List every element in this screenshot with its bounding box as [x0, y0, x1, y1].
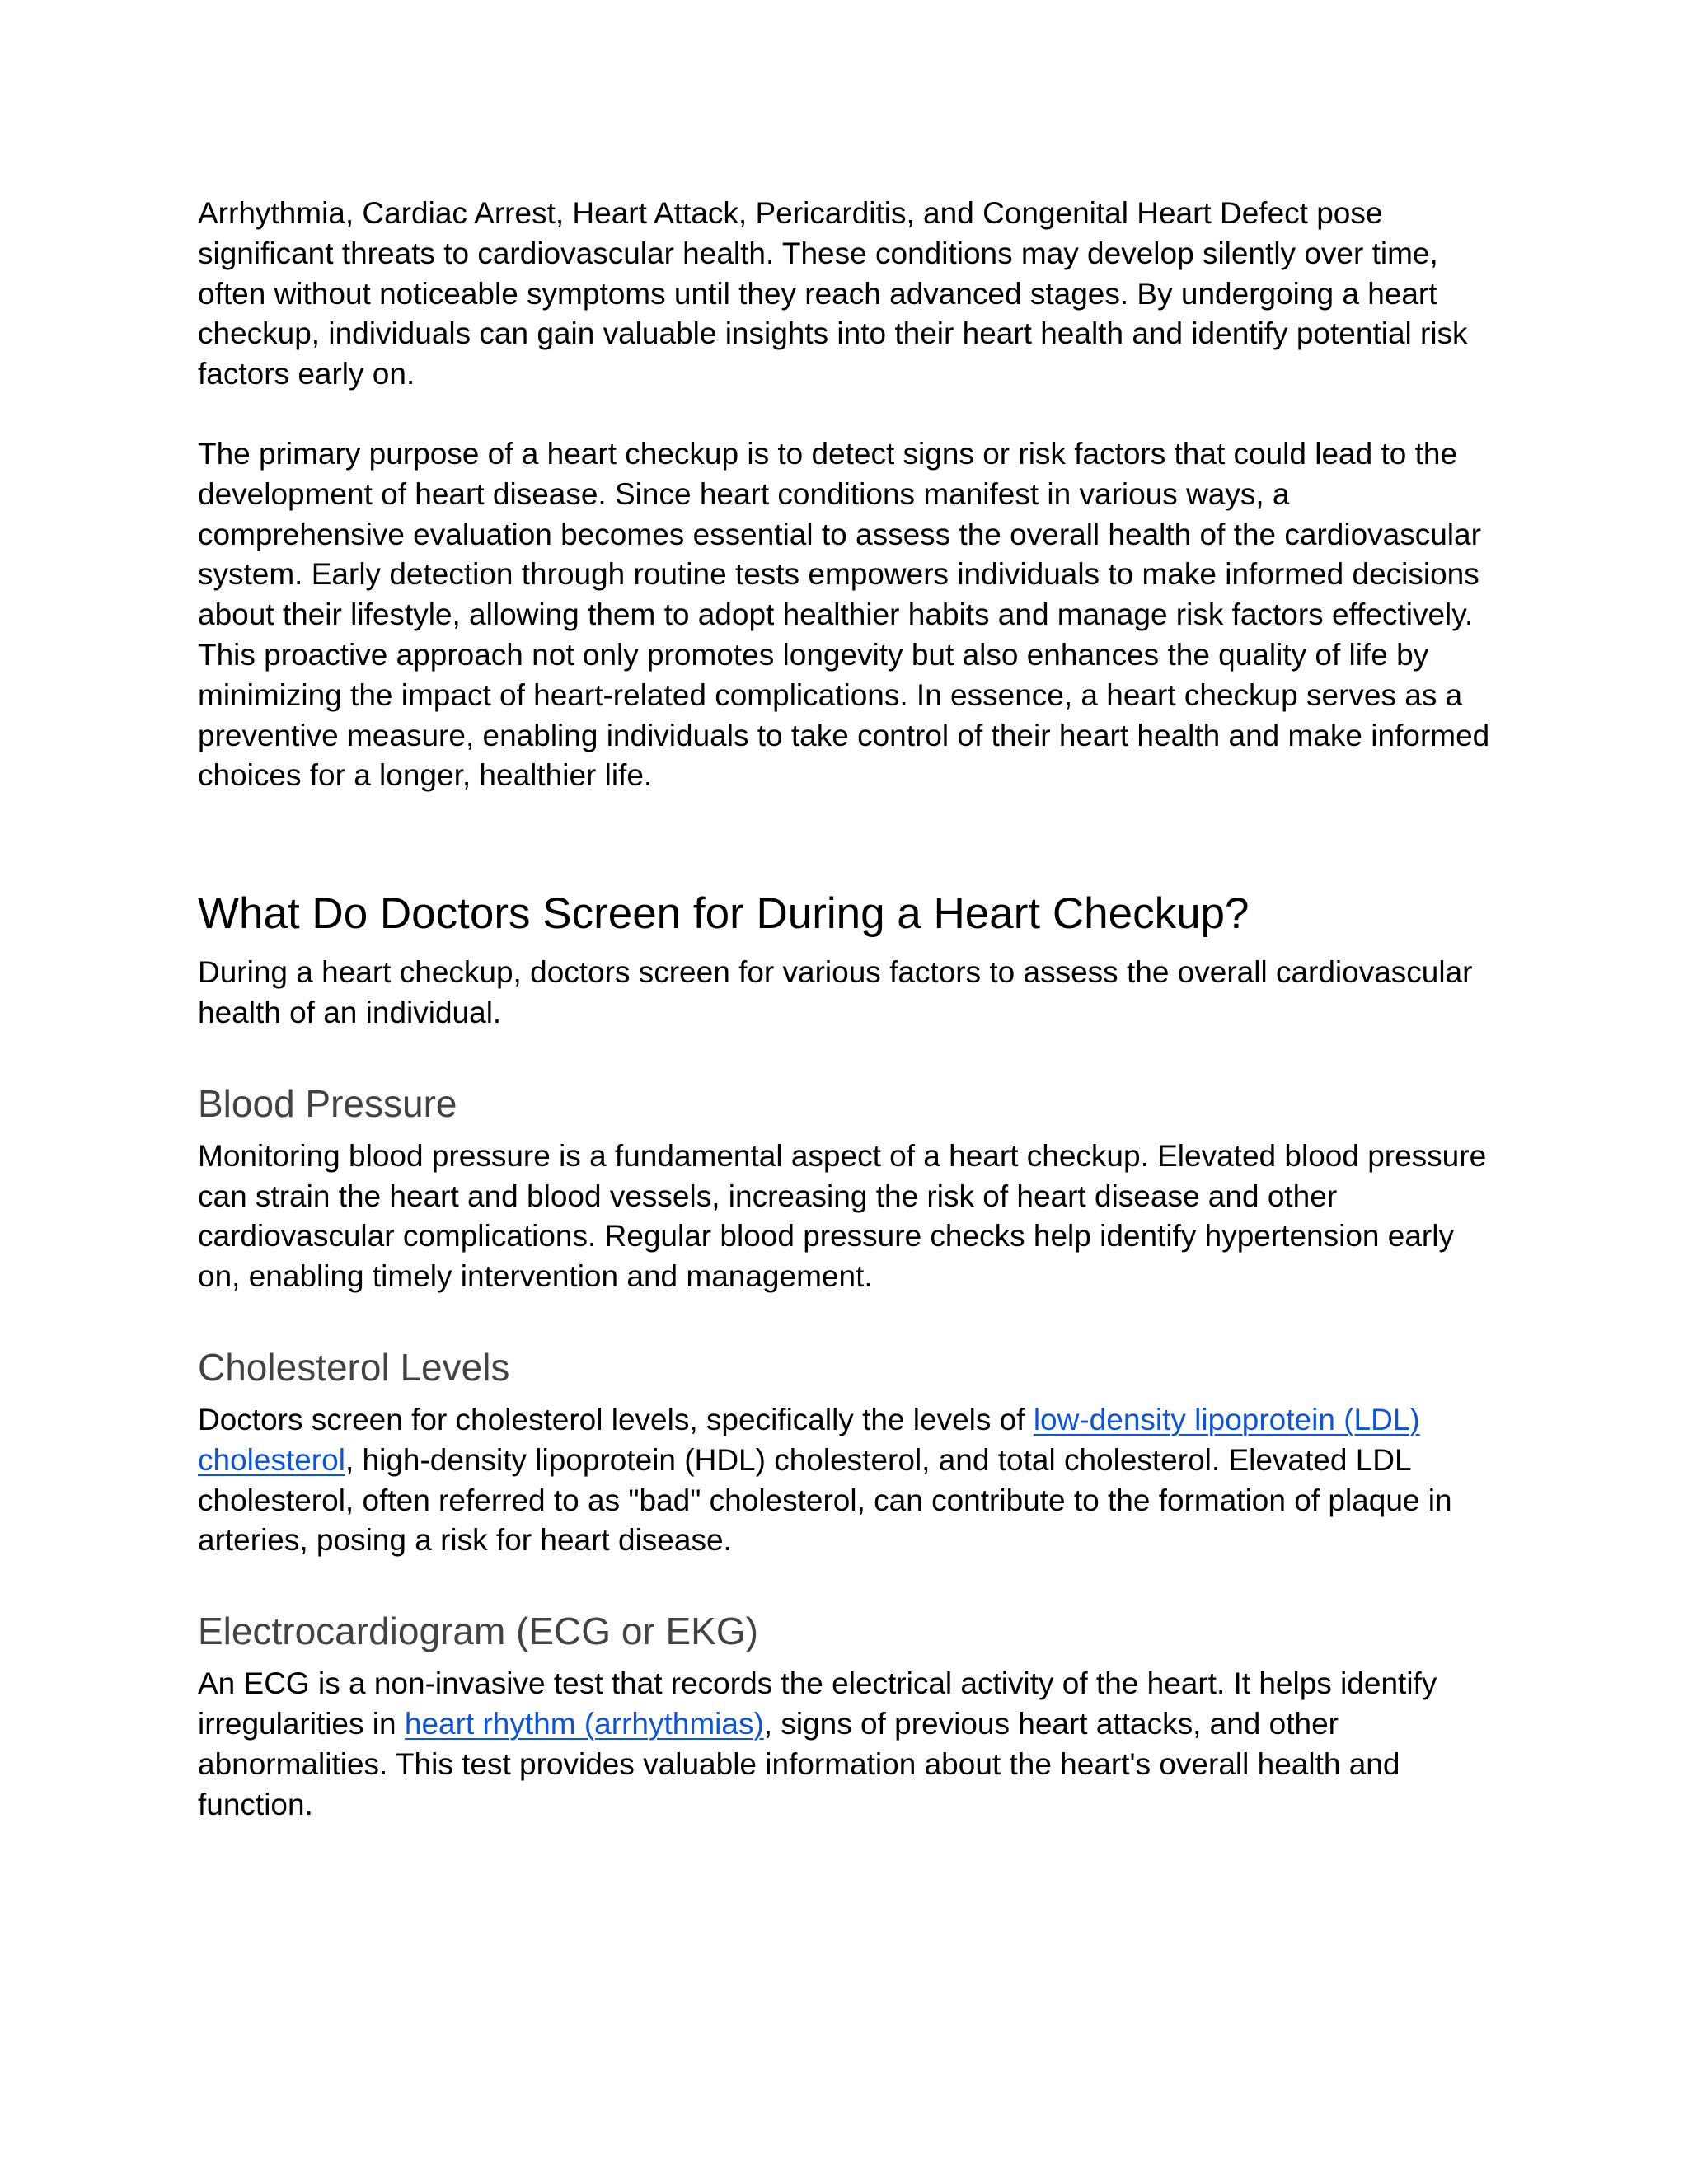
cholesterol-text-before: Doctors screen for cholesterol levels, specifically the levels of [198, 1402, 1034, 1436]
ecg-paragraph [198, 1664, 1490, 1825]
blood-pressure-paragraph: Monitoring blood pressure is a fundamental aspect of a heart checkup. Elevated blood pressure can strain the heart and blood vessels, increasing the risk of heart disease and other cardiovascular complications. Regular blood pressure checks help identify hypertension early on, enabling timely intervention and management. [198, 1138, 1487, 1294]
screening-intro-paragraph: During a heart checkup, doctors screen for various factors to assess the overall cardiovascular health of an individual. [198, 955, 1473, 1029]
intro-paragraph-2: The primary purpose of a heart checkup is to detect signs or risk factors that could lead to the development of heart disease. Since heart conditions manifest in various ways, a comprehensive evaluation becomes essential to assess the overall health of the cardiovascular system. Early detection through routine tests empowers individuals to make informed decisions about their lifestyle, allowing them to adopt healthier habits and manage risk factors effectively. This proactive approach not only promotes longevity but also enhances the quality of life by minimizing the impact of heart-related complications. In essence, a heart checkup serves as a preventive measure, enabling individuals to take control of their heart health and make informed choices for a longer, healthier life. [198, 436, 1490, 793]
screening-heading: What Do Doctors Screen for During a Heart Checkup? [198, 889, 1250, 939]
cholesterol-text-after: , high-density lipoprotein (HDL) cholesterol, and total cholesterol. Elevated LDL cholesterol, often referred to as "bad" cholesterol, can contribute to the formation of plaque in arteries, posing a risk for heart disease. [198, 1442, 1452, 1558]
blood-pressure-heading: Blood Pressure [198, 1081, 457, 1125]
intro-paragraph-1: Arrhythmia, Cardiac Arrest, Heart Attack, Pericarditis, and Congenital Heart Defect pose significant threats to cardiovascular health. These conditions may develop silently over time, often without noticeable symptoms until they reach advanced stages. By undergoing a heart checkup, individuals can gain valuable insights into their heart health and identify potential risk factors early on. [198, 196, 1468, 391]
cholesterol-heading: Cholesterol Levels [198, 1345, 510, 1389]
ecg-text-before: An ECG is a non-invasive test that records the electrical activity of the heart. It helps identify irregularities in [198, 1666, 1437, 1741]
ldl-cholesterol-link[interactable]: low-density lipoprotein (LDL) cholesterol [198, 1402, 1420, 1477]
heart-rhythm-link[interactable]: heart rhythm (arrhythmias) [404, 1706, 764, 1741]
ecg-heading: Electrocardiogram (ECG or EKG) [198, 1610, 758, 1653]
cholesterol-paragraph [198, 1400, 1490, 1561]
ecg-text-after: , signs of previous heart attacks, and other abnormalities. This test provides valuable information about the heart's overall health and function. [198, 1706, 1400, 1821]
